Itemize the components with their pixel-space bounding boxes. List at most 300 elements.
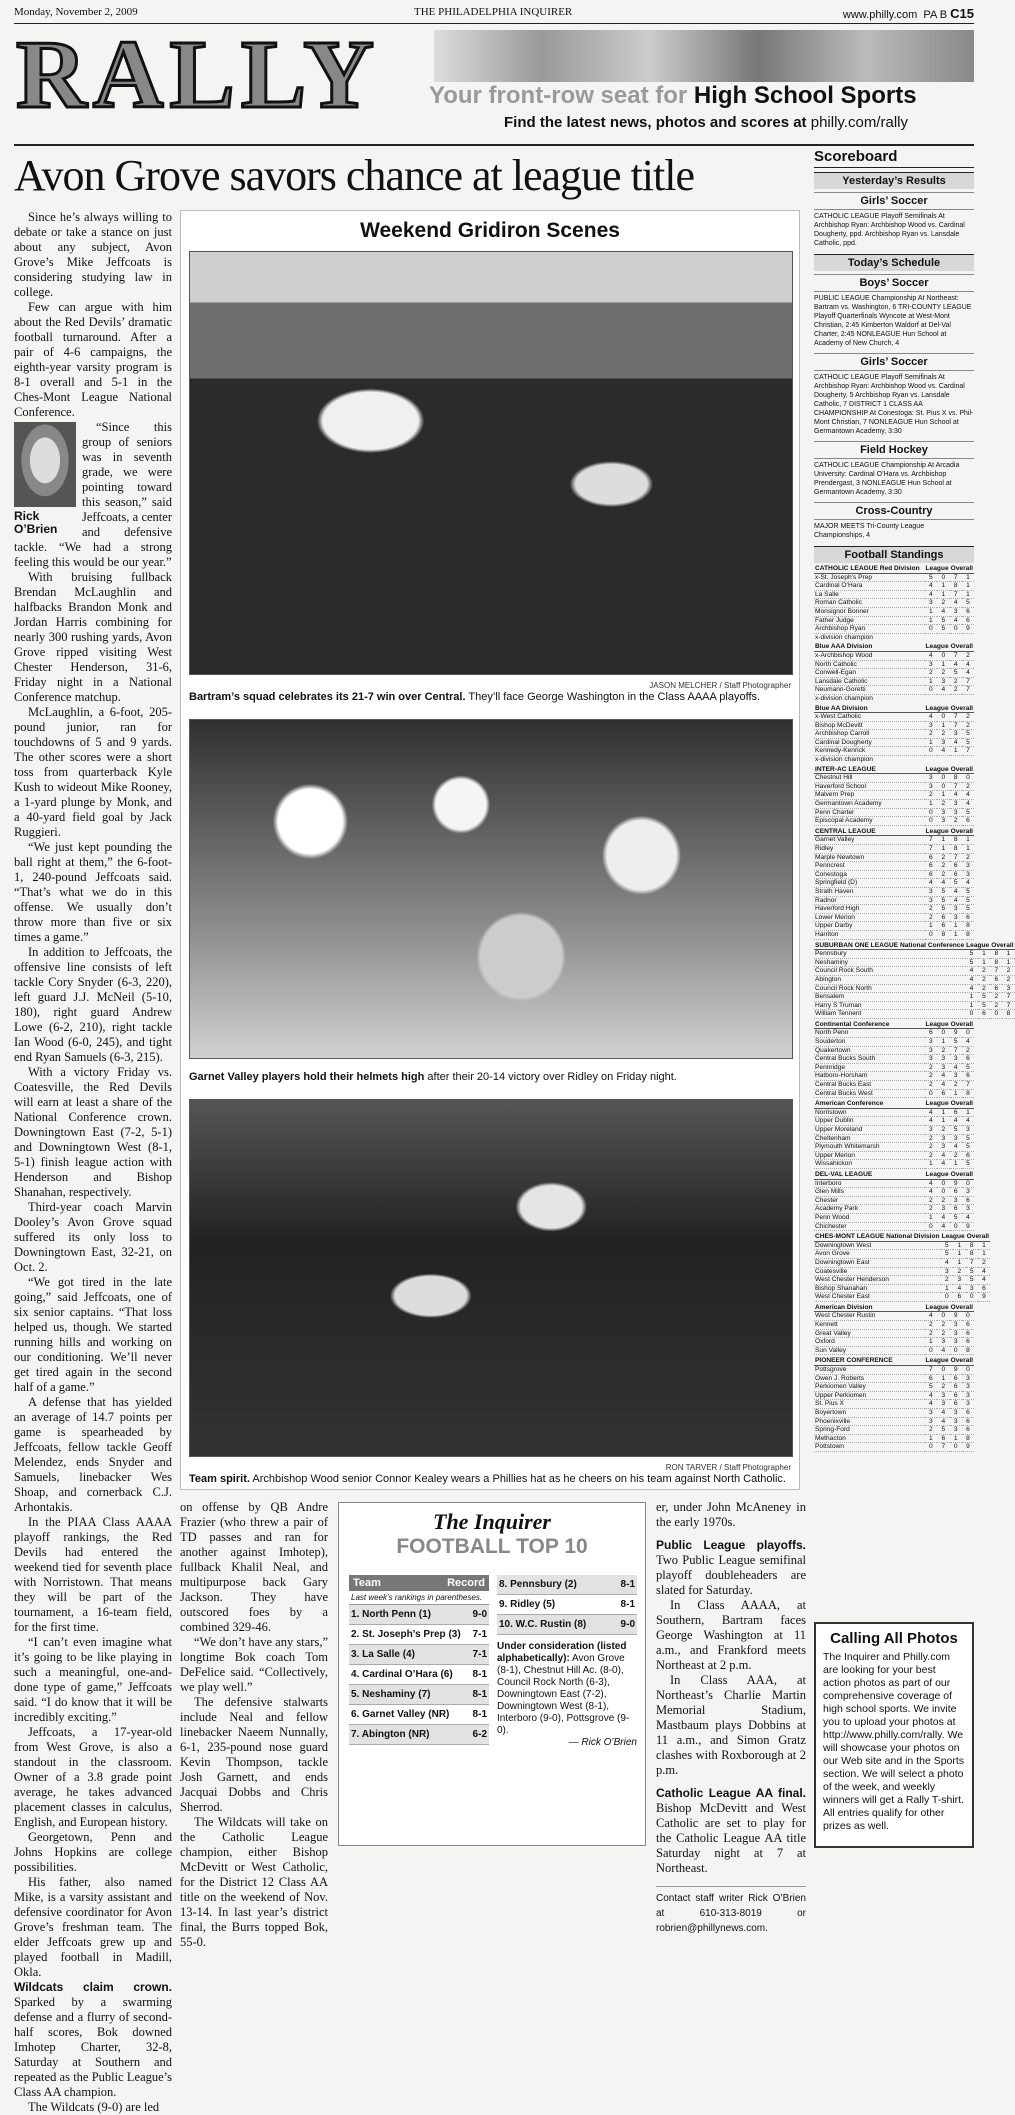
standings-value: 2 <box>950 817 962 826</box>
standings-value: 6 <box>925 870 938 879</box>
team-name: Ridley <box>814 845 925 854</box>
standings-value: 2 <box>925 1134 938 1143</box>
team-name: Kennett <box>814 1321 925 1330</box>
division-name: SUBURBAN ONE LEAGUE National Conference <box>815 941 965 949</box>
standings-value: 1 <box>937 1117 950 1126</box>
standings-value: 3 <box>937 817 950 826</box>
standings-value: 0 <box>925 808 938 817</box>
masthead-tagline <box>429 82 917 110</box>
team-name: Episcopal Academy <box>814 817 925 826</box>
standings-value: 5 <box>941 1241 954 1250</box>
standings-value: 2 <box>925 1321 938 1330</box>
team-name: 10. W.C. Rustin (8) <box>499 1619 587 1630</box>
standings-note: x-division champion <box>815 694 873 702</box>
standings-value: 0 <box>937 1188 950 1197</box>
standings-value: 4 <box>950 1117 962 1126</box>
columnist-name: Rick O’Brien <box>14 509 58 536</box>
standings-value: 6 <box>950 1400 962 1409</box>
standings-value: 2 <box>937 1329 950 1338</box>
photo-caption <box>189 691 793 703</box>
standings-value: 2 <box>925 1081 938 1090</box>
standings-value: 2 <box>950 1151 962 1160</box>
standings-row <box>814 887 974 896</box>
calling-all-photos-box <box>814 1622 974 1848</box>
standings-value: 6 <box>978 1010 991 1019</box>
standings-row <box>814 922 974 931</box>
standings-value: 2 <box>925 1196 938 1205</box>
standings-value: 7 <box>925 845 938 854</box>
team-name: Abington <box>814 975 965 984</box>
team-name: Neumann-Goretti <box>814 686 925 695</box>
standings-value: 0 <box>925 1443 938 1452</box>
standings-value: 1 <box>950 1089 962 1098</box>
standings-value: 1 <box>950 922 962 931</box>
article-paragraph: Jeffcoats, a 17-year-old from West Grove, is also a standout in the classroom. Owner of a 3.8 grade point average, he takes advanced placement classes in calculus, English, and European history. <box>14 1725 172 1829</box>
standings-value: 5 <box>937 616 950 625</box>
standings-value: 2 <box>953 1267 966 1276</box>
standings-value: 2 <box>990 993 1002 1002</box>
team-name: Penn Wood <box>814 1213 925 1222</box>
standings-value: 3 <box>962 870 974 879</box>
standings-value: 4 <box>925 879 938 888</box>
standings-value: 1 <box>953 1258 966 1267</box>
standings-table <box>814 565 974 641</box>
standings-value: 5 <box>962 599 974 608</box>
standings-value: 3 <box>962 1391 974 1400</box>
standings-value: 5 <box>950 1126 962 1135</box>
standings-value: 6 <box>950 1391 962 1400</box>
standings-value: 5 <box>962 1134 974 1143</box>
team-name: Spring-Ford <box>814 1426 925 1435</box>
team-name: Cardinal Dougherty <box>814 738 925 747</box>
standings-note-row <box>814 633 974 641</box>
standings-value: 4 <box>965 975 978 984</box>
standings-value: 2 <box>962 1046 974 1055</box>
issue-date: Monday, November 2, 2009 <box>14 6 138 18</box>
team-name: Chester <box>814 1196 925 1205</box>
standings-value: 6 <box>962 1417 974 1426</box>
standings-row <box>814 1346 974 1355</box>
standings-row <box>814 1063 974 1072</box>
team-record: 8-1 <box>620 1579 635 1590</box>
team-name: Roman Catholic <box>814 599 925 608</box>
team-name: Upper Darby <box>814 922 925 931</box>
league-header: League <box>925 1170 949 1178</box>
standings-row <box>814 1443 974 1452</box>
standings-row <box>814 599 974 608</box>
team-name: Conestoga <box>814 870 925 879</box>
standings-value: 3 <box>937 677 950 686</box>
team-name: St. Pius X <box>814 1400 925 1409</box>
standings-header-row <box>814 565 974 573</box>
standings-value: 4 <box>937 1151 950 1160</box>
standings-row <box>814 930 974 939</box>
standings-value: 5 <box>962 905 974 914</box>
standings-value: 0 <box>937 774 950 783</box>
standings-row <box>814 1179 974 1188</box>
standings-value: 7 <box>950 782 962 791</box>
standings-row <box>814 975 1015 984</box>
standings-value: 1 <box>962 573 974 582</box>
division-name: CHES-MONT LEAGUE National Division <box>815 1233 940 1241</box>
caption-lead: Team spirit. <box>189 1473 250 1485</box>
standings-value: 9 <box>950 1366 962 1375</box>
standings-table <box>814 1357 974 1452</box>
standings-value: 0 <box>937 1029 950 1038</box>
league-header: League <box>925 827 949 835</box>
team-name: Glen Mills <box>814 1188 925 1197</box>
standings-row <box>814 993 1015 1002</box>
standings-row <box>814 1108 974 1117</box>
standings-value: 2 <box>990 1001 1002 1010</box>
standings-row <box>814 1312 974 1321</box>
standings-value: 6 <box>950 1108 962 1117</box>
standings-row <box>814 677 974 686</box>
standings-value: 2 <box>925 791 938 800</box>
standings-value: 2 <box>937 853 950 862</box>
standings-value: 0 <box>925 1089 938 1098</box>
standings-value: 3 <box>950 800 962 809</box>
standings-value: 5 <box>950 879 962 888</box>
standings-row <box>814 616 974 625</box>
standings-value: 7 <box>962 747 974 756</box>
team-name: Springfield (D) <box>814 879 925 888</box>
standings-value: 4 <box>962 660 974 669</box>
calling-all-photos-title: Calling All Photos <box>830 1630 958 1647</box>
standings-value: 1 <box>962 582 974 591</box>
standings-table <box>814 1233 990 1302</box>
photo-credit: RON TARVER / Staff Photographer <box>665 1463 791 1472</box>
standings-value: 3 <box>950 607 962 616</box>
team-name: 8. Pennsbury (2) <box>499 1579 577 1590</box>
standings-value: 8 <box>966 1250 978 1259</box>
standings-value: 3 <box>953 1276 966 1285</box>
standings-row <box>814 1409 974 1418</box>
standings-value: 2 <box>1002 967 1014 976</box>
standings-value: 5 <box>962 730 974 739</box>
team-record: 6-2 <box>472 1729 487 1740</box>
standings-value: 6 <box>925 1374 938 1383</box>
standings-value: 3 <box>950 1055 962 1064</box>
standings-header-row <box>814 1357 974 1365</box>
standings-value: 3 <box>937 1205 950 1214</box>
standings-value: 3 <box>925 660 938 669</box>
standings-value: 4 <box>965 967 978 976</box>
standings-note: x-division champion <box>815 756 873 764</box>
standings-value: 3 <box>925 1046 938 1055</box>
top10-row <box>497 1575 637 1595</box>
team-name: Boyertown <box>814 1409 925 1418</box>
team-name: Bishop Shanahan <box>814 1284 941 1293</box>
standings-row <box>814 1222 974 1231</box>
team-name: Penncrest <box>814 862 925 871</box>
players-banner-image <box>434 30 974 82</box>
standings-value: 1 <box>925 1160 938 1169</box>
team-record: 8-1 <box>472 1669 487 1680</box>
standings-value: 6 <box>962 1321 974 1330</box>
standings-value: 3 <box>937 1143 950 1152</box>
article-paragraph: Georgetown, Penn and Johns Hopkins are college possibilities. <box>14 1830 172 1874</box>
standings-table <box>814 766 974 826</box>
rally-logo: RALLY <box>16 21 381 129</box>
standings-value: 9 <box>962 1222 974 1231</box>
masthead <box>14 21 974 142</box>
standings-value: 0 <box>937 1312 950 1321</box>
standings-value: 2 <box>978 984 991 993</box>
team-header: Team <box>353 1577 381 1589</box>
team-name: Great Valley <box>814 1329 925 1338</box>
article-paragraph: Few can argue with him about the Red Devils’ dramatic football turnaround. After a pair of 4-6 campaigns, the eighth-year varsity program is 8-1 overall and 5-1 in the Ches-Mont League National Conference. <box>14 300 172 419</box>
standings-value: 5 <box>925 573 938 582</box>
top10-row <box>349 1725 489 1745</box>
standings-value: 5 <box>962 1160 974 1169</box>
standings-row <box>814 1126 974 1135</box>
article-paragraph: on offense by QB Andre Frazier (who threw a pair of TD passes and ran for another against Imhotep), fullback Khalil Neal, and multipurpose back Gary Jackson. They have outscored foes by a combined 329-46. <box>180 1500 328 1634</box>
standings-value: 2 <box>925 905 938 914</box>
bartram-celebration-photo[interactable] <box>189 251 793 675</box>
standings-row <box>814 1038 974 1047</box>
girls-soccer-header: Girls’ Soccer <box>814 192 974 210</box>
standings-value: 0 <box>937 1179 950 1188</box>
standings-value: 3 <box>950 1409 962 1418</box>
standings-row <box>814 730 974 739</box>
standings-header-row <box>814 828 974 836</box>
standings-row <box>814 1010 1015 1019</box>
standings-value: 8 <box>966 1241 978 1250</box>
standings-row <box>814 721 974 730</box>
standings-value: 2 <box>937 1126 950 1135</box>
standings-value: 6 <box>937 1434 950 1443</box>
inquirer-brand: The Inquirer <box>433 1509 551 1534</box>
standings-row <box>814 738 974 747</box>
subhead-public-league: Public League playoffs. <box>656 1538 806 1552</box>
standings-value: 7 <box>990 967 1002 976</box>
standings-value: 5 <box>962 887 974 896</box>
columnist-photo <box>14 422 76 507</box>
photo-caption <box>189 1473 793 1485</box>
team-name: Cardinal O’Hara <box>814 582 925 591</box>
division-name: Blue AAA Division <box>814 643 925 651</box>
cross-country-header: Cross-Country <box>814 502 974 520</box>
standings-value: 0 <box>950 1443 962 1452</box>
team-record: 7-1 <box>472 1649 487 1660</box>
photo-caption <box>189 1071 793 1083</box>
standings-header-row <box>814 705 974 713</box>
standings-value: 5 <box>962 896 974 905</box>
team-record: 9-0 <box>472 1609 487 1620</box>
team-name: x-Archbishop Wood <box>814 651 925 660</box>
standings-row <box>814 1321 974 1330</box>
standings-value: 4 <box>953 1284 966 1293</box>
standings-value: 2 <box>925 730 938 739</box>
standings-value: 7 <box>966 1258 978 1267</box>
overall-header: Overall <box>950 1170 973 1178</box>
team-name: Upper Moreland <box>814 1126 925 1135</box>
team-name: Bensalem <box>814 993 965 1002</box>
standings-row <box>814 1196 974 1205</box>
standings-value: 7 <box>962 677 974 686</box>
standings-value: 3 <box>950 1196 962 1205</box>
standings-value: 5 <box>950 1038 962 1047</box>
section-code: PA B <box>923 9 948 21</box>
standings-row <box>814 896 974 905</box>
team-name: Sun Valley <box>814 1346 925 1355</box>
top10-header <box>349 1575 489 1591</box>
team-name: Harriton <box>814 930 925 939</box>
standings-value: 2 <box>978 967 991 976</box>
article-paragraph: Since he’s always willing to debate or take a stance on just about any subject, Avon Grove’s Mike Jeffcoats is considering studying law in college. <box>14 210 172 299</box>
team-name: Kennedy-Kenrick <box>814 747 925 756</box>
standings-value: 3 <box>925 721 938 730</box>
standings-value: 3 <box>941 1267 954 1276</box>
team-name: Central Bucks West <box>814 1089 925 1098</box>
standings-value: 1 <box>925 616 938 625</box>
standings-value: 4 <box>925 1188 938 1197</box>
today-schedule-header: Today’s Schedule <box>814 254 974 271</box>
team-name: 3. La Salle (4) <box>351 1649 415 1660</box>
standings-value: 8 <box>962 1434 974 1443</box>
standings-table <box>814 942 1015 1019</box>
division-name: American Division <box>814 1304 925 1312</box>
standings-value: 6 <box>962 817 974 826</box>
standings-value: 1 <box>1002 950 1014 959</box>
standings-row <box>814 1213 974 1222</box>
standings-value: 4 <box>937 1417 950 1426</box>
overall-header: Overall <box>966 1233 990 1241</box>
standings-table <box>814 643 974 702</box>
standings-value: 0 <box>966 1293 978 1302</box>
standings-value: 4 <box>950 1063 962 1072</box>
standings-header-row <box>814 1304 974 1312</box>
standings-value: 2 <box>925 1205 938 1214</box>
team-name: Pennridge <box>814 1063 925 1072</box>
team-name: West Chester East <box>814 1293 941 1302</box>
photo-package-title: Weekend Gridiron Scenes <box>360 219 620 242</box>
standings-value: 7 <box>950 573 962 582</box>
rally-url-link[interactable]: philly.com/rally <box>810 114 908 131</box>
garnet-valley-helmets-photo[interactable] <box>189 719 793 1059</box>
standings-value: 6 <box>990 984 1002 993</box>
standings-value: 7 <box>925 1366 938 1375</box>
article-paragraph: In addition to Jeffcoats, the offensive line consists of left tackle Cory Snyder (6-3, 220), left guard J.J. McNeil (5-10, 180), right guard Andrew Lowe (6-2, 210), right tackle Ian Wood (6-0, 245), and tight end Ryan Samuels (6-3, 215). <box>14 945 172 1064</box>
team-record: 7-1 <box>472 1629 487 1640</box>
standings-value: 6 <box>962 1072 974 1081</box>
standings-value: 3 <box>937 1338 950 1347</box>
standings-value: 3 <box>925 1055 938 1064</box>
standings-value: 6 <box>962 1151 974 1160</box>
standings-row <box>814 800 974 809</box>
standings-value: 5 <box>937 905 950 914</box>
team-name: Radnor <box>814 896 925 905</box>
standings-value: 1 <box>937 660 950 669</box>
standings-table <box>814 828 974 940</box>
standings-value: 7 <box>950 853 962 862</box>
article-column-1 <box>14 210 172 2114</box>
standings-value: 1 <box>937 1038 950 1047</box>
team-name: Strath Haven <box>814 887 925 896</box>
overall-header: Overall <box>991 941 1014 949</box>
team-name: Bishop McDevitt <box>814 721 925 730</box>
standings-value: 4 <box>925 1391 938 1400</box>
subtag-text: Find the latest news, photos and scores at <box>504 114 811 131</box>
top10-left-list <box>349 1575 489 1745</box>
team-name: Oxford <box>814 1338 925 1347</box>
top10-row <box>349 1685 489 1705</box>
standings-value: 2 <box>937 730 950 739</box>
standings-value: 0 <box>950 625 962 634</box>
team-name: North Catholic <box>814 660 925 669</box>
standings-row <box>814 1366 974 1375</box>
standings-value: 0 <box>965 1010 978 1019</box>
standings-note-row <box>814 756 974 764</box>
standings-value: 0 <box>925 1346 938 1355</box>
standings-value: 2 <box>937 669 950 678</box>
standings-value: 5 <box>962 1143 974 1152</box>
standings-value: 4 <box>950 660 962 669</box>
standings-value: 4 <box>937 1072 950 1081</box>
football-standings-header: Football Standings <box>814 546 974 563</box>
team-name: Chestnut Hill <box>814 774 925 783</box>
overall-header: Overall <box>950 1020 973 1028</box>
yesterday-results-header: Yesterday’s Results <box>814 172 974 189</box>
standings-value: 1 <box>962 836 974 845</box>
standings-value: 6 <box>962 1409 974 1418</box>
standings-value: 1 <box>937 590 950 599</box>
standings-row <box>814 1250 990 1259</box>
standings-value: 3 <box>962 1126 974 1135</box>
team-name: Quakertown <box>814 1046 925 1055</box>
standings-value: 1 <box>925 800 938 809</box>
standings-value: 3 <box>950 913 962 922</box>
standings-value: 2 <box>978 975 991 984</box>
standings-value: 4 <box>937 1081 950 1090</box>
subhead-text: Sparked by a swarming defense and a flurry of second-half scores, Bok downed Imhotep Charter, 32-8, Saturday at Southern and repeated as the Public League’s Class AA champion. <box>14 1995 172 2099</box>
standings-value: 3 <box>950 730 962 739</box>
standings-value: 5 <box>978 993 991 1002</box>
team-name: Downingtown West <box>814 1241 941 1250</box>
standings-value: 0 <box>962 774 974 783</box>
top10-row <box>349 1665 489 1685</box>
team-spirit-photo[interactable] <box>189 1099 793 1457</box>
standings-table <box>814 705 974 764</box>
consideration-head: Under consideration (listed alphabetically): <box>497 1641 627 1664</box>
standings-value: 4 <box>925 651 938 660</box>
standings-value: 2 <box>962 713 974 722</box>
standings-value: 4 <box>950 616 962 625</box>
standings-value: 4 <box>950 599 962 608</box>
standings-value: 2 <box>950 686 962 695</box>
standings-row <box>814 913 974 922</box>
standings-value: 6 <box>925 862 938 871</box>
standings-value: 8 <box>1002 1010 1014 1019</box>
team-name: North Penn <box>814 1029 925 1038</box>
standings-row <box>814 1001 1015 1010</box>
standings-value: 8 <box>950 836 962 845</box>
tagline-gray: Your front-row seat for <box>429 82 694 109</box>
top10-right-list <box>497 1575 637 1749</box>
standings-value: 5 <box>966 1267 978 1276</box>
caption-text: Archbishop Wood senior Connor Kealey wears a Phillies hat as he cheers on his team against North Catholic. <box>249 1473 786 1485</box>
standings-value: 3 <box>937 1134 950 1143</box>
team-name: Penn Charter <box>814 808 925 817</box>
league-header: League <box>925 1357 949 1365</box>
team-name: Garnet Valley <box>814 836 925 845</box>
standings-value: 2 <box>962 853 974 862</box>
site-url[interactable]: www.philly.com <box>842 9 918 21</box>
standings-row <box>814 984 1015 993</box>
standings-value: 4 <box>925 582 938 591</box>
overall-header: Overall <box>950 1357 973 1365</box>
